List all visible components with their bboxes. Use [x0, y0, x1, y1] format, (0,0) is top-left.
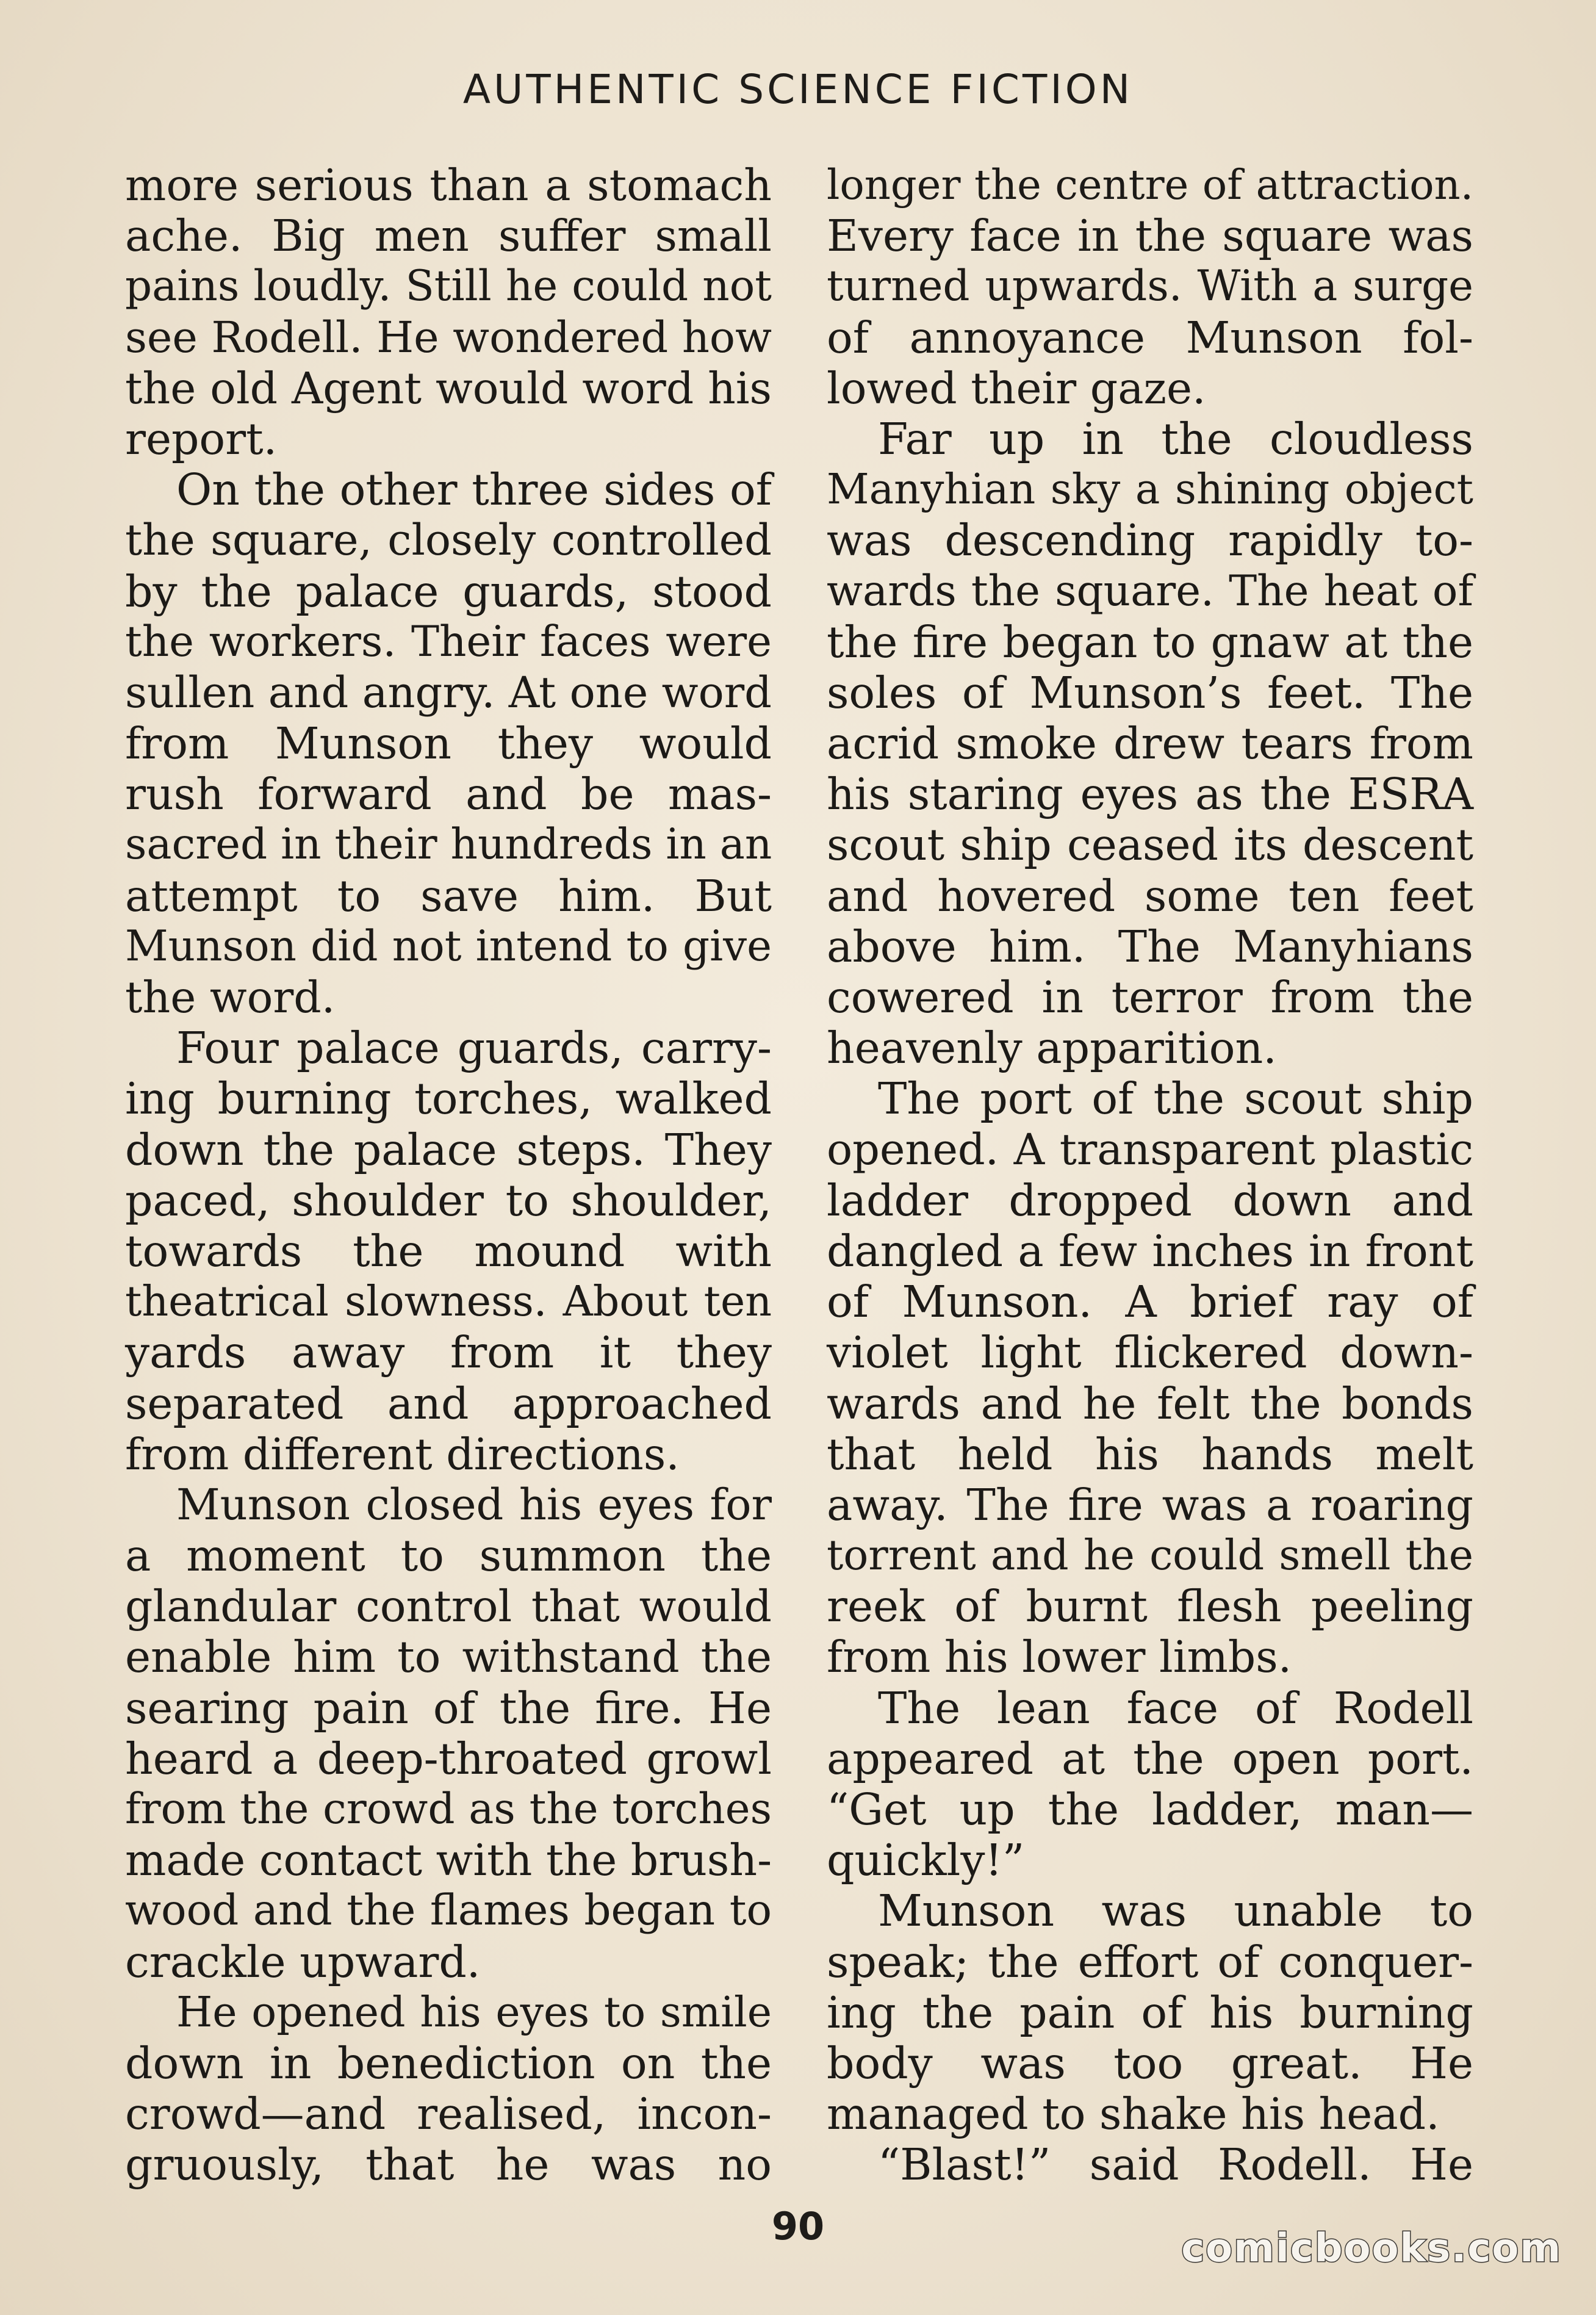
- text-line: appeared at the open port.: [827, 1733, 1473, 1784]
- text-line: ache. Big men suffer small: [125, 211, 772, 262]
- text-line: sullen and angry. At one word: [125, 667, 772, 718]
- text-line: Four palace guards, carry-: [176, 1023, 772, 1074]
- text-line: wood and the flames began to: [125, 1886, 772, 1935]
- text-line: by the palace guards, stood: [125, 566, 772, 617]
- text-line: away. The fire was a roaring: [827, 1479, 1473, 1530]
- text-line: opened. A transparent plastic: [827, 1124, 1473, 1175]
- text-line: enable him to withstand the: [125, 1632, 772, 1683]
- text-line: torrent and he could smell the: [827, 1532, 1473, 1580]
- text-line: violet light flickered down-: [827, 1327, 1473, 1378]
- text-line: heavenly apparition.: [827, 1023, 1277, 1074]
- text-line: On the other three sides of: [176, 464, 772, 516]
- text-line: Manyhian sky a shining object: [827, 466, 1473, 514]
- text-line: towards the mound with: [125, 1225, 772, 1276]
- text-line: the square, closely controlled: [125, 515, 772, 566]
- text-line: Munson did not intend to give: [125, 921, 772, 971]
- text-line: managed to shake his head.: [827, 2089, 1440, 2140]
- text-line: that held his hands melt: [827, 1428, 1473, 1480]
- text-line: speak; the effort of conquer-: [827, 1936, 1473, 1987]
- text-line: from Munson they would: [125, 718, 772, 769]
- text-line: the word.: [125, 972, 336, 1023]
- text-line: yards away from it they: [125, 1327, 772, 1378]
- text-line: separated and approached: [125, 1378, 772, 1429]
- text-line: was descending rapidly to-: [827, 515, 1473, 566]
- text-line: turned upwards. With a surge: [827, 262, 1473, 311]
- text-line: He opened his eyes to smile: [176, 1988, 772, 2037]
- text-line: more serious than a stomach: [125, 160, 772, 211]
- text-line: paced, shoulder to shoulder,: [125, 1175, 772, 1226]
- text-line: The lean face of Rodell: [878, 1682, 1473, 1734]
- text-line: a moment to summon the: [125, 1530, 772, 1582]
- text-line: theatrical slowness. About ten: [125, 1278, 772, 1327]
- text-line: Far up in the cloudless: [878, 413, 1473, 464]
- text-line: body was too great. He: [827, 2037, 1473, 2089]
- text-line: the fire began to gnaw at the: [827, 616, 1473, 668]
- text-line: cowered in terror from the: [827, 972, 1473, 1023]
- text-line: sacred in their hundreds in an: [125, 820, 772, 869]
- text-line: lowed their gaze.: [827, 362, 1206, 414]
- text-line: acrid smoke drew tears from: [827, 718, 1473, 769]
- text-line: ing burning torches, walked: [125, 1073, 772, 1125]
- text-line: Munson closed his eyes for: [176, 1479, 772, 1530]
- text-line: longer the centre of attraction.: [827, 161, 1473, 209]
- text-line: from the crowd as the torches: [125, 1785, 772, 1834]
- text-line: made contact with the brush-: [125, 1835, 772, 1886]
- text-line: his staring eyes as the ESRA: [827, 769, 1473, 820]
- text-line: attempt to save him. But: [125, 870, 772, 921]
- text-line: soles of Munson’s feet. The: [827, 667, 1473, 718]
- text-line: of annoyance Munson fol-: [827, 312, 1473, 363]
- text-line: scout ship ceased its descent: [827, 819, 1473, 871]
- text-line: the workers. Their faces were: [125, 617, 772, 666]
- text-line: see Rodell. He wondered how: [125, 312, 772, 362]
- text-line: and hovered some ten feet: [827, 870, 1473, 921]
- right-text-column: [827, 160, 1473, 2191]
- text-line: above him. The Manyhians: [827, 921, 1473, 972]
- text-line: searing pain of the fire. He: [125, 1682, 772, 1734]
- text-line: quickly!”: [827, 1835, 1025, 1886]
- text-line: Every face in the square was: [827, 211, 1473, 262]
- text-line: ladder dropped down and: [827, 1175, 1473, 1226]
- text-line: “Get up the ladder, man—: [827, 1784, 1473, 1835]
- text-line: report.: [125, 413, 278, 464]
- text-line: of Munson. A brief ray of: [827, 1276, 1473, 1328]
- text-line: from different directions.: [125, 1428, 680, 1480]
- text-line: dangled a few inches in front: [827, 1225, 1473, 1276]
- text-line: glandular control that would: [125, 1581, 772, 1632]
- text-line: Munson was unable to: [878, 1885, 1473, 1937]
- page-number: 90: [771, 2204, 825, 2248]
- text-line: from his lower limbs.: [827, 1632, 1292, 1683]
- text-line: crowd—and realised, incon-: [125, 2089, 772, 2140]
- text-line: ing the pain of his burning: [827, 1987, 1473, 2038]
- text-line: reek of burnt flesh peeling: [827, 1581, 1473, 1632]
- text-line: gruously, that he was no: [125, 2139, 772, 2191]
- text-line: down in benediction on the: [125, 2037, 772, 2089]
- running-head: AUTHENTIC SCIENCE FICTION: [462, 66, 1134, 113]
- text-line: pains loudly. Still he could not: [125, 262, 772, 311]
- text-line: down the palace steps. They: [125, 1124, 772, 1175]
- text-line: wards the square. The heat of: [827, 566, 1473, 616]
- left-text-column: [125, 160, 772, 2191]
- text-line: the old Agent would word his: [125, 362, 772, 414]
- text-line: crackle upward.: [125, 1936, 481, 1987]
- text-line: The port of the scout ship: [878, 1073, 1473, 1125]
- text-line: heard a deep-throated growl: [125, 1733, 772, 1784]
- text-line: “Blast!” said Rodell. He: [878, 2139, 1473, 2191]
- watermark: comicbooks.com: [1181, 2226, 1562, 2271]
- text-line: wards and he felt the bonds: [827, 1378, 1473, 1429]
- text-line: rush forward and be mas-: [125, 769, 772, 820]
